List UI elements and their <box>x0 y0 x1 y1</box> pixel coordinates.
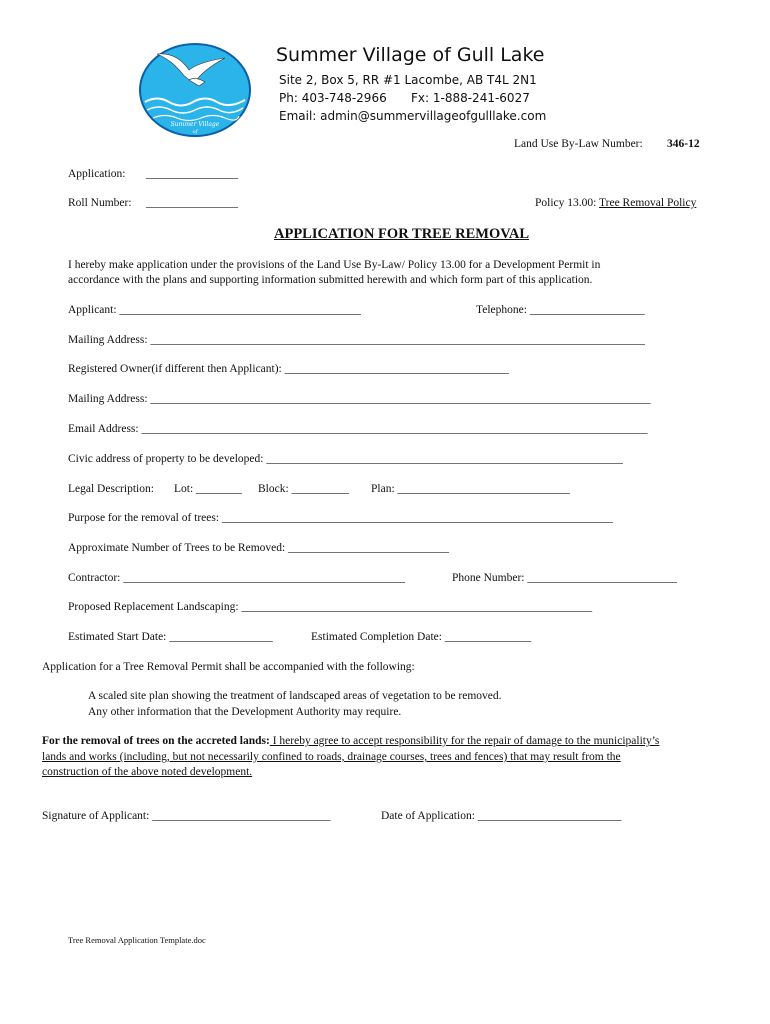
contractor-field[interactable]: Contractor: _________________________________________________ <box>68 572 405 584</box>
intro-line-2: accordance with the plans and supporting information submitted herewith and which form part of this application. <box>68 274 593 286</box>
mailing-address-field[interactable]: Mailing Address: ______________________________________________________________________________________ <box>68 334 645 346</box>
start-date-field[interactable]: Estimated Start Date: __________________ <box>68 631 273 643</box>
logo-text-2: of <box>192 129 198 135</box>
completion-date-field[interactable]: Estimated Completion Date: _______________ <box>311 631 532 643</box>
telephone-field[interactable]: Telephone: ____________________ <box>476 304 645 316</box>
civic-address-field[interactable]: Civic address of property to be developed: ______________________________________________________________ <box>68 453 623 465</box>
gull-logo-icon <box>137 40 252 138</box>
policy-link[interactable]: Tree Removal Policy <box>599 197 697 209</box>
intro-line-1: I hereby make application under the provisions of the Land Use By-Law/ Policy 13.00 for a Development Permit in <box>68 259 601 271</box>
org-phone: Ph: 403-748-2966 <box>279 91 387 105</box>
block-field[interactable]: Block: __________ <box>258 483 350 495</box>
accreted-heading: For the removal of trees on the accreted lands: <box>42 735 270 747</box>
org-address: Site 2, Box 5, RR #1 Lacombe, AB T4L 2N1 <box>279 73 537 87</box>
accompany-item: A scaled site plan showing the treatment of landscaped areas of vegetation to be removed. <box>88 690 502 702</box>
accompany-item: Any other information that the Development Authority may require. <box>88 706 402 718</box>
village-logo <box>137 40 252 138</box>
registered-owner-field[interactable]: Registered Owner(if different then Applicant): _______________________________________ <box>68 363 509 375</box>
landscaping-field[interactable]: Proposed Replacement Landscaping: _____________________________________________________________ <box>68 601 593 613</box>
roll-number-field[interactable]: ________________ <box>146 197 238 209</box>
owner-mailing-address-field[interactable]: Mailing Address: _______________________________________________________________________________________ <box>68 393 651 405</box>
accompany-heading: Application for a Tree Removal Permit shall be accompanied with the following: <box>42 661 415 673</box>
application-field[interactable]: ________________ <box>146 168 238 180</box>
bylaw-number: 346-12 <box>667 138 700 150</box>
application-date-field[interactable]: Date of Application: _________________________ <box>381 810 622 822</box>
email-address-field[interactable]: Email Address: ________________________________________________________________________________________ <box>68 423 648 435</box>
lot-field[interactable]: Lot: ________ <box>174 483 243 495</box>
accreted-line-3: construction of the above noted development. <box>42 766 253 778</box>
application-label: Application: <box>68 168 126 180</box>
tree-count-field[interactable]: Approximate Number of Trees to be Removed: ____________________________ <box>68 542 450 554</box>
policy-prefix: Policy 13.00: <box>535 197 600 209</box>
roll-number-label: Roll Number: <box>68 197 132 209</box>
accreted-text-1: I hereby agree to accept responsibility for the repair of damage to the municipality’s <box>269 735 660 747</box>
legal-description-label: Legal Description: <box>68 483 154 495</box>
policy-line <box>535 197 696 209</box>
signature-field[interactable]: Signature of Applicant: _______________________________ <box>42 810 331 822</box>
purpose-field[interactable]: Purpose for the removal of trees: ____________________________________________________________________ <box>68 512 613 524</box>
logo-text-1: Summer Village <box>170 121 220 128</box>
accreted-line-1 <box>42 735 659 747</box>
bylaw-label: Land Use By-Law Number: <box>514 138 643 150</box>
contractor-phone-field[interactable]: Phone Number: __________________________ <box>452 572 677 584</box>
org-name: Summer Village of Gull Lake <box>276 44 545 66</box>
footer-filename: Tree Removal Application Template.doc <box>68 935 206 945</box>
form-title: APPLICATION FOR TREE REMOVAL <box>274 226 529 242</box>
plan-field[interactable]: Plan: ______________________________ <box>371 483 571 495</box>
org-email[interactable]: Email: admin@summervillageofgulllake.com <box>279 109 547 123</box>
accreted-line-2: lands and works (including, but not necessarily confined to roads, drainage courses, trees and fences) that may result from the <box>42 751 621 763</box>
org-fax: Fx: 1-888-241-6027 <box>411 91 530 105</box>
applicant-field[interactable]: Applicant: __________________________________________ <box>68 304 361 316</box>
